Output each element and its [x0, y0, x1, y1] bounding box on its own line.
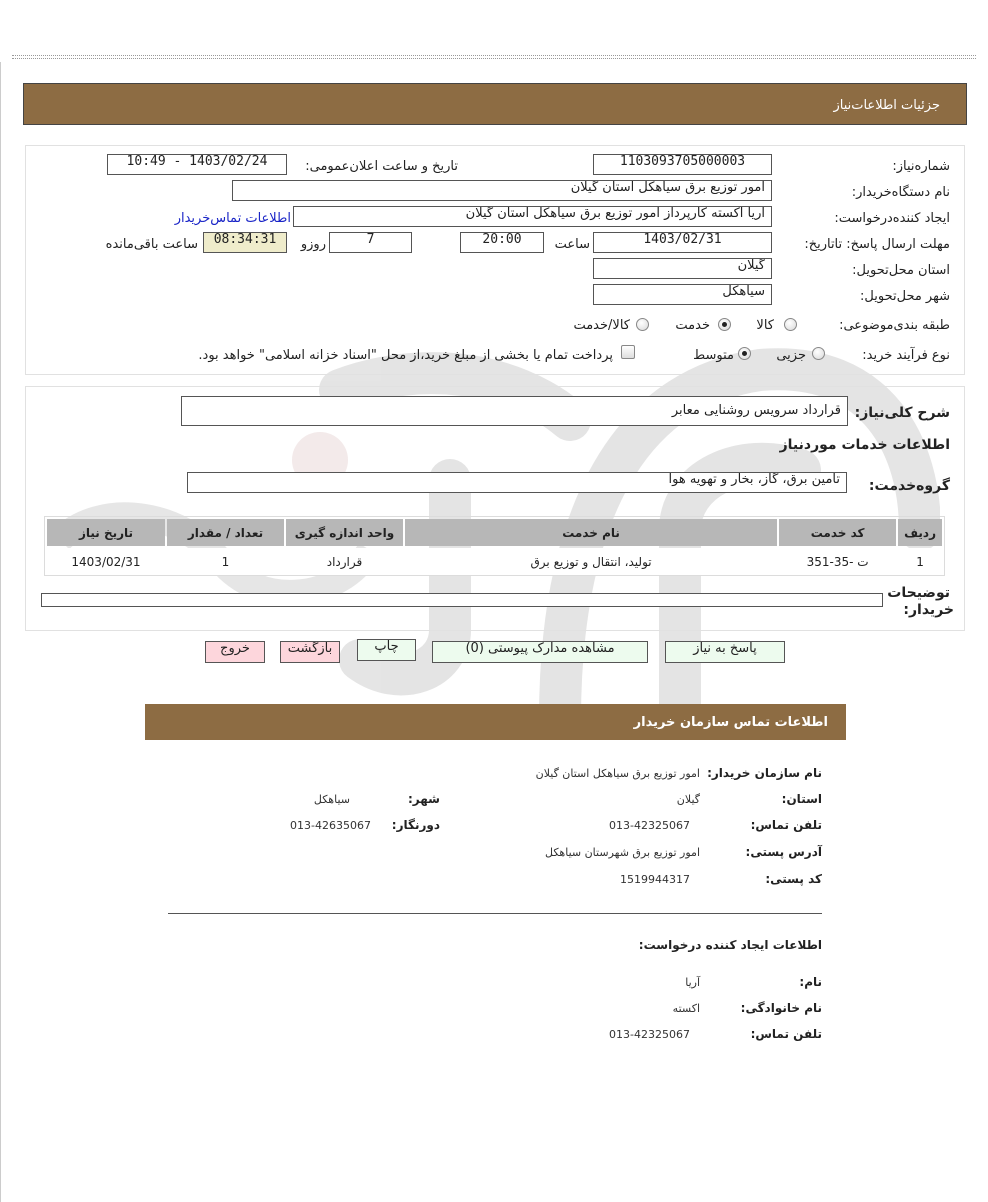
- attachments-button[interactable]: مشاهده مدارک پیوستی (0): [432, 641, 648, 663]
- contact-city-value: سیاهکل: [313, 793, 350, 806]
- announce-datetime-field: 1403/02/24 - 10:49: [107, 154, 287, 175]
- deadline-label: مهلت ارسال پاسخ: تاتاریخ:: [804, 237, 950, 252]
- category-option-goods-service: کالا/خدمت: [573, 318, 630, 333]
- remaining-time-label: ساعت باقی‌مانده: [105, 237, 198, 252]
- org-name-label: نام سازمان خریدار:: [707, 766, 822, 780]
- cell-quantity: 1: [167, 548, 284, 575]
- reply-button[interactable]: پاسخ به نیاز: [665, 641, 785, 663]
- services-table-frame: [44, 516, 945, 576]
- creator-title: اطلاعات ایجاد کننده درخواست:: [638, 938, 822, 952]
- creator-phone-label: تلفن تماس:: [750, 1027, 822, 1041]
- details-header-bar: [23, 83, 967, 125]
- need-number-field: 1103093705000003: [593, 154, 772, 175]
- buyer-contact-link[interactable]: اطلاعات تماس‌خریدار: [174, 211, 291, 226]
- contact-phone-label: تلفن تماس:: [750, 818, 822, 832]
- buyer-org-field: امور توزیع برق سیاهکل استان گیلان: [232, 180, 772, 201]
- exit-button[interactable]: خروج: [205, 641, 265, 663]
- creator-family-value: اکسته: [672, 1002, 700, 1015]
- creator-family-label: نام خانوادگی:: [740, 1001, 822, 1015]
- remaining-time-field: 08:34:31: [203, 232, 287, 253]
- contact-city-label: شهر:: [408, 792, 440, 806]
- services-heading: اطلاعات خدمات مورد‌نیاز: [779, 437, 950, 453]
- cell-service-name: تولید، انتقال و توزیع برق: [405, 548, 777, 575]
- col-need-date: تاریخ نیاز: [47, 519, 165, 546]
- deadline-hour-field: 20:00: [460, 232, 544, 253]
- deadline-hour-label: ساعت: [554, 237, 590, 252]
- buyer-notes-field: [41, 593, 883, 607]
- top-divider: [12, 55, 976, 59]
- table-row: [47, 548, 942, 575]
- contact-province-label: استان:: [781, 792, 822, 806]
- category-label: طبقه بندی‌موضوعی:: [839, 318, 950, 333]
- summary-field: قرارداد سرویس روشنایی معابر: [181, 396, 848, 426]
- city-field: سیاهکل: [593, 284, 772, 305]
- category-option-service: خدمت: [675, 318, 710, 333]
- requester-field: آریا اکسته کارپرداز امور توزیع برق سیاهکل استان گیلان: [293, 206, 772, 227]
- buyer-notes-label-2: خریدار:: [903, 602, 954, 618]
- col-service-code: کد خدمت: [779, 519, 896, 546]
- category-option-goods: کالا: [756, 318, 774, 333]
- contact-address-label: آدرس پستی:: [745, 845, 822, 859]
- cell-service-code: ت -35-351: [779, 548, 896, 575]
- requester-label: ایجاد کننده‌درخواست:: [834, 211, 950, 226]
- contact-phone-value: 013-42325067: [609, 819, 690, 832]
- days-remaining-field: 7: [329, 232, 412, 253]
- col-quantity: تعداد / مقدار: [167, 519, 284, 546]
- services-table-header: [47, 519, 942, 546]
- creator-name-label: نام:: [799, 975, 822, 989]
- col-service-name: نام خدمت: [405, 519, 777, 546]
- service-group-field: تامین برق، گاز، بخار و تهویه هوا: [187, 472, 847, 493]
- col-row: ردیف: [898, 519, 942, 546]
- service-group-label: گروه‌خدمت:: [868, 478, 950, 494]
- buyer-org-label: نام دستگاه‌خریدار:: [851, 185, 950, 200]
- province-label: استان محل‌تحویل:: [852, 263, 950, 278]
- col-unit: واحد اندازه گیری: [286, 519, 403, 546]
- process-option-minor: جزیی: [776, 348, 806, 363]
- city-label: شهر محل‌تحویل:: [860, 289, 950, 304]
- category-radio-service[interactable]: [718, 318, 731, 331]
- buyer-contact-header-bar: [145, 704, 846, 740]
- org-name-value: امور توزیع برق سیاهکل استان گیلان: [535, 767, 700, 780]
- cell-unit: قرارداد: [286, 548, 403, 575]
- summary-label: شرح کلی‌نیاز:: [854, 405, 950, 421]
- contact-divider: [168, 913, 822, 914]
- contact-province-value: گیلان: [676, 793, 700, 806]
- category-radio-goods-service[interactable]: [636, 318, 649, 331]
- creator-name-value: آریا: [685, 976, 700, 989]
- need-number-label: شماره‌نیاز:: [892, 159, 950, 174]
- treasury-payment-note: پرداخت تمام یا بخشی از مبلغ خرید،از محل "اسناد خزانه اسلامی" خواهد بود.: [198, 348, 613, 363]
- process-option-medium: متوسط: [693, 348, 734, 363]
- process-label: نوع فرآیند خرید:: [862, 348, 950, 363]
- buyer-contact-title: اطلاعات تماس سازمان خریدار: [633, 715, 828, 730]
- category-radio-goods[interactable]: [784, 318, 797, 331]
- contact-address-value: امور توزیع برق شهرستان سیاهکل: [545, 846, 700, 859]
- announce-label: تاریخ و ساعت اعلان‌عمومی:: [305, 159, 458, 174]
- treasury-payment-checkbox[interactable]: [621, 345, 635, 359]
- print-button[interactable]: چاپ: [357, 639, 416, 661]
- services-table: [45, 517, 944, 577]
- cell-need-date: 1403/02/31: [47, 548, 165, 575]
- deadline-date-field: 1403/02/31: [593, 232, 772, 253]
- contact-fax-label: دورنگار:: [391, 818, 440, 832]
- process-radio-minor[interactable]: [812, 347, 825, 360]
- cell-row: 1: [898, 548, 942, 575]
- back-button[interactable]: بازگشت: [280, 641, 340, 663]
- details-header-title: جزئیات اطلاعات‌نیاز: [833, 98, 940, 113]
- days-label: روزو: [300, 237, 326, 252]
- contact-postal-value: 1519944317: [620, 873, 690, 886]
- contact-fax-value: 013-42635067: [290, 819, 371, 832]
- province-field: گیلان: [593, 258, 772, 279]
- contact-postal-label: کد پستی:: [765, 872, 822, 886]
- buyer-notes-label-1: توضیحات: [887, 585, 950, 601]
- left-border: [0, 62, 1, 1202]
- process-radio-medium[interactable]: [738, 347, 751, 360]
- creator-phone-value: 013-42325067: [609, 1028, 690, 1041]
